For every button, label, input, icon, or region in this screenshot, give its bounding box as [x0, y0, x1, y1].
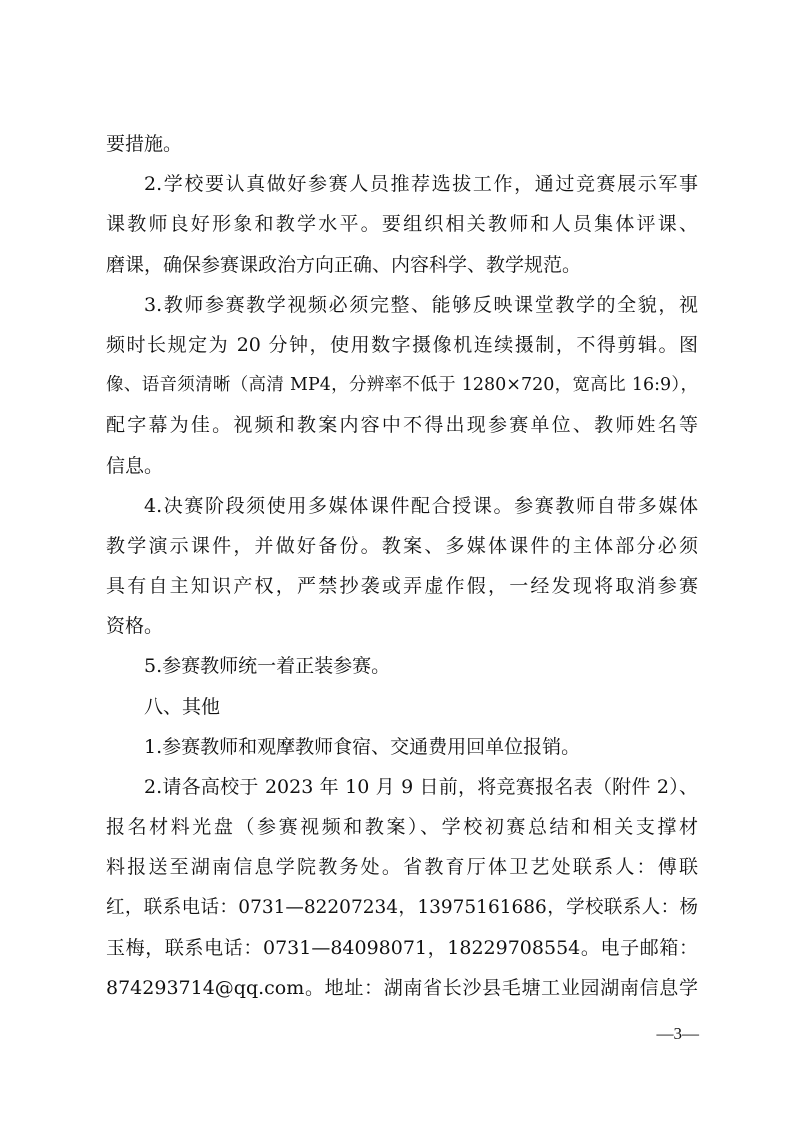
- body-text: [106, 124, 698, 1008]
- page-number: —3—: [656, 1024, 699, 1043]
- text-line: 像、语音须清晰（高清 MP4，分辨率不低于 1280×720，宽高比 16:9），: [106, 375, 698, 396]
- section-heading: 八、其他: [144, 695, 221, 718]
- text-line: 要措施。: [106, 133, 183, 155]
- text-line: 课教师良好形象和教学水平。要组织相关教师和人员集体评课、: [106, 213, 698, 236]
- text-line: 5.参赛教师统一着正装参赛。: [144, 655, 391, 678]
- text-line: 报名材料光盘（参赛视频和教案）、学校初赛总结和相关支撑材: [106, 816, 698, 839]
- text-line: 1.参赛教师和观摩教师食宿、交通费用回单位报销。: [144, 735, 581, 758]
- text-line: 具有自主知识产权，严禁抄袭或弄虚作假，一经发现将取消参赛: [106, 575, 698, 598]
- text-line: 3.教师参赛教学视频必须完整、能够反映课堂教学的全貌，视: [144, 293, 698, 316]
- text-line: 2.学校要认真做好参赛人员推荐选拔工作，通过竞赛展示军事: [144, 173, 698, 196]
- text-line: 教学演示课件，并做好备份。教案、多媒体课件的主体部分必须: [106, 534, 698, 557]
- text-line: 红，联系电话：0731—82207234，13975161686，学校联系人：杨: [106, 896, 698, 918]
- text-line: 资格。: [106, 615, 164, 638]
- text-line: 2.请各高校于 2023 年 10 月 9 日前，将竞赛报名表（附件 2）、: [144, 776, 698, 798]
- text-line: 频时长规定为 20 分钟，使用数字摄像机连续摄制，不得剪辑。图: [106, 333, 698, 356]
- text-line: 磨课，确保参赛课政治方向正确、内容科学、教学规范。: [106, 253, 582, 276]
- text-line: 4.决赛阶段须使用多媒体课件配合授课。参赛教师自带多媒体: [144, 494, 698, 517]
- text-line: 料报送至湖南信息学院教务处。省教育厅体卫艺处联系人：傅联: [106, 856, 698, 879]
- text-line: 玉梅，联系电话：0731—84098071，18229708554。电子邮箱：: [106, 936, 698, 959]
- text-line: 874293714@qq.com。地址：湖南省长沙县毛塘工业园湖南信息学: [106, 976, 698, 999]
- text-line: 信息。: [106, 454, 164, 477]
- text-line: 配字幕为佳。视频和教案内容中不得出现参赛单位、教师姓名等: [106, 414, 698, 437]
